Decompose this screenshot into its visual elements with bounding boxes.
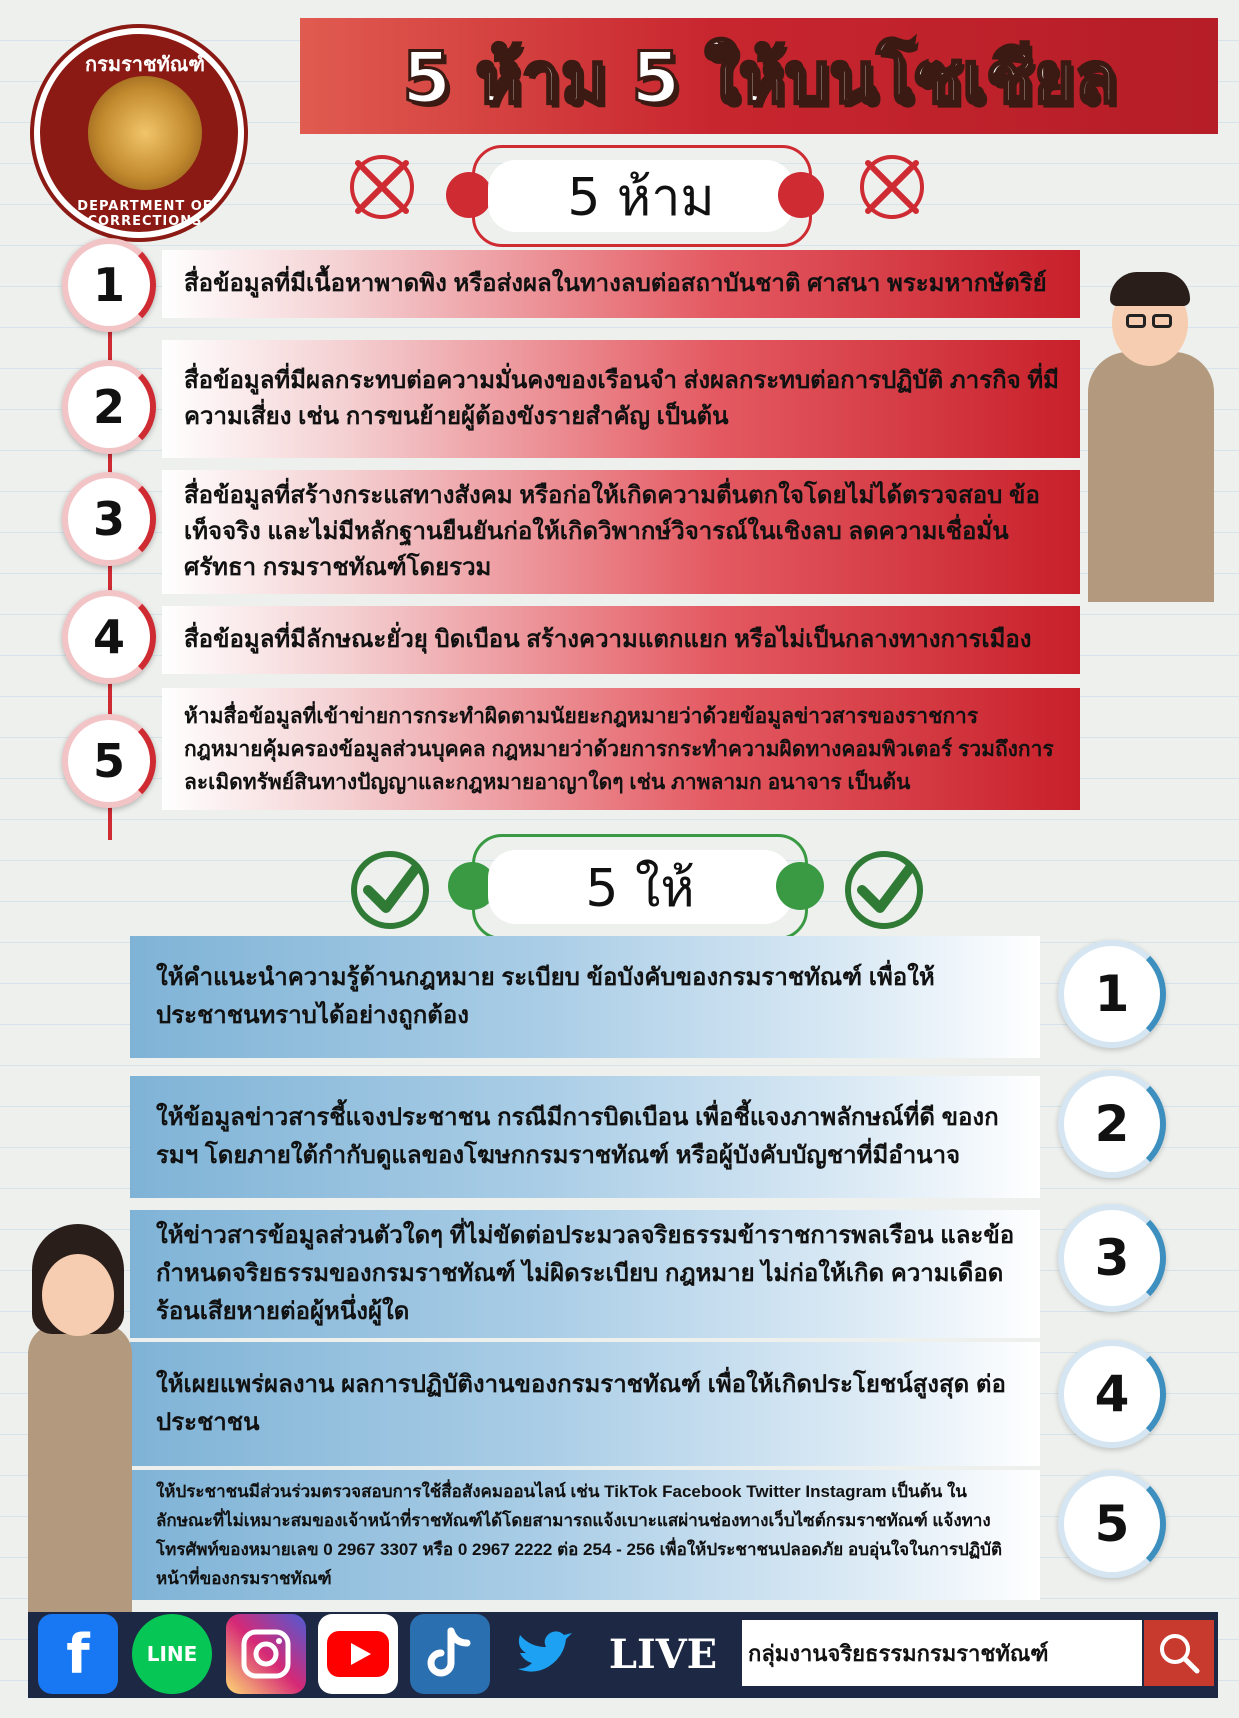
line-icon[interactable]: LINE [132, 1614, 212, 1694]
dont-number-2: 2 [62, 360, 156, 454]
dont-number-5: 5 [62, 714, 156, 808]
facebook-icon[interactable]: f [38, 1614, 118, 1694]
twitter-icon[interactable] [504, 1614, 584, 1694]
dont-number-4: 4 [62, 590, 156, 684]
do-item-1: ให้คำแนะนำความรู้ด้านกฎหมาย ระเบียบ ข้อบังคับของกรมราชทัณฑ์ เพื่อให้ประชาชนทราบได้อย่างถูกต้อง [130, 936, 1040, 1058]
dont-section-title: 5 ห้าม [488, 160, 794, 232]
seal-emblem-icon [88, 76, 202, 190]
dont-item-1: สื่อข้อมูลที่มีเนื้อหาพาดพิง หรือส่งผลในทางลบต่อสถาบันชาติ ศาสนา พระมหากษัตริย์ [162, 250, 1080, 318]
dont-item-2: สื่อข้อมูลที่มีผลกระทบต่อความมั่นคงของเรือนจำ ส่งผลกระทบต่อการปฏิบัติ ภารกิจ ที่มีความเสี่ยง เช่น การขนย้ายผู้ต้องขังรายสำคัญ เป็นต้น [162, 340, 1080, 458]
do-item-2: ให้ข้อมูลข่าวสารชี้แจงประชาชน กรณีมีการบิดเบือน เพื่อชี้แจงภาพลักษณ์ที่ดี ของกรมฯ โดยภายใต้กำกับดูแลของโฆษกกรมราชทัณฑ์ หรือผู้บังคับบัญชาที่มีอำนาจ [130, 1076, 1040, 1198]
do-item-5: ให้ประชาชนมีส่วนร่วมตรวจสอบการใช้สื่อสังคมออนไลน์ เช่น TikTok Facebook Twitter Instagram เป็นต้น ในลักษณะที่ไม่เหมาะสมของเจ้าหน้าที่ราชทัณฑ์ได้โดยสามารถแจ้งเบาะแสผ่านช่องทางเว็บไซต์กรมราชทัณฑ์ แจ้งทางโทรศัพท์ของหมายเลข 0 2967 3307 หรือ 0 2967 2222 ต่อ 254 - 256 เพื่อให้ประชาชนปลอดภัย อบอุ่นใจในการปฏิบัติหน้าที่ของกรมราชทัณฑ์ [130, 1470, 1040, 1600]
page-title: 5 ห้าม 5 ให้บนโซเชียล [402, 36, 1118, 119]
check-icon [840, 846, 928, 934]
do-item-3: ให้ข่าวสารข้อมูลส่วนตัวใดๆ ที่ไม่ขัดต่อประมวลจริยธรรมข้าราชการพลเรือน และข้อกำหนดจริยธรรมของกรมราชทัณฑ์ ไม่ผิดระเบียบ กฎหมาย ไม่ก่อให้เกิด ความเดือดร้อนเสียหายต่อผู้หนึ่งผู้ใด [130, 1210, 1040, 1338]
do-item-4: ให้เผยแพร่ผลงาน ผลการปฏิบัติงานของกรมราชทัณฑ์ เพื่อให้เกิดประโยชน์สูงสุด ต่อประชาชน [130, 1342, 1040, 1466]
search-icon[interactable] [1144, 1620, 1214, 1686]
cross-icon [340, 145, 425, 230]
do-section-title: 5 ให้ [488, 850, 792, 924]
seal-name-thai: กรมราชทัณฑ์ [85, 52, 205, 76]
dont-item-4: สื่อข้อมูลที่มีลักษณะยั่วยุ บิดเบือน สร้างความแตกแยก หรือไม่เป็นกลางทางการเมือง [162, 606, 1080, 674]
do-number-1: 1 [1058, 940, 1166, 1048]
do-number-3: 3 [1058, 1204, 1166, 1312]
do-number-2: 2 [1058, 1070, 1166, 1178]
dont-number-3: 3 [62, 472, 156, 566]
female-officer-illustration [28, 1224, 132, 1614]
dont-number-1: 1 [62, 238, 156, 332]
connector-dot [776, 862, 824, 910]
do-number-5: 5 [1058, 1470, 1166, 1578]
live-label: LIVE [608, 1630, 718, 1678]
do-number-4: 4 [1058, 1340, 1166, 1448]
dont-item-3: สื่อข้อมูลที่สร้างกระแสทางสังคม หรือก่อให้เกิดความตื่นตกใจโดยไม่ได้ตรวจสอบ ข้อเท็จจริง และไม่มีหลักฐานยืนยันก่อให้เกิดวิพากษ์วิจารณ์ในเชิงลบ ลดความเชื่อมั่น ศรัทธา กรมราชทัณฑ์โดยรวม [162, 470, 1080, 594]
tiktok-icon[interactable] [410, 1614, 490, 1694]
seal-name-english: DEPARTMENT OF CORRECTIONS [77, 199, 213, 229]
instagram-icon[interactable] [226, 1614, 306, 1694]
department-seal [34, 28, 244, 238]
cross-icon [850, 145, 935, 230]
check-icon [346, 846, 434, 934]
male-officer-illustration [1078, 262, 1218, 602]
youtube-icon[interactable] [318, 1614, 398, 1694]
connector-dot [778, 172, 824, 218]
dont-item-5: ห้ามสื่อข้อมูลที่เข้าข่ายการกระทำผิดตามนัยยะกฎหมายว่าด้วยข้อมูลข่าวสารของราชการ กฎหมายคุ้มครองข้อมูลส่วนบุคคล กฎหมายว่าด้วยการกระทำความผิดทางคอมพิวเตอร์ รวมถึงการละเมิดทรัพย์สินทางปัญญาและกฎหมายอาญาใดๆ เช่น ภาพลามก อนาจาร เป็นต้น [162, 688, 1080, 810]
search-field[interactable]: กลุ่มงานจริยธรรมกรมราชทัณฑ์ [742, 1620, 1142, 1686]
